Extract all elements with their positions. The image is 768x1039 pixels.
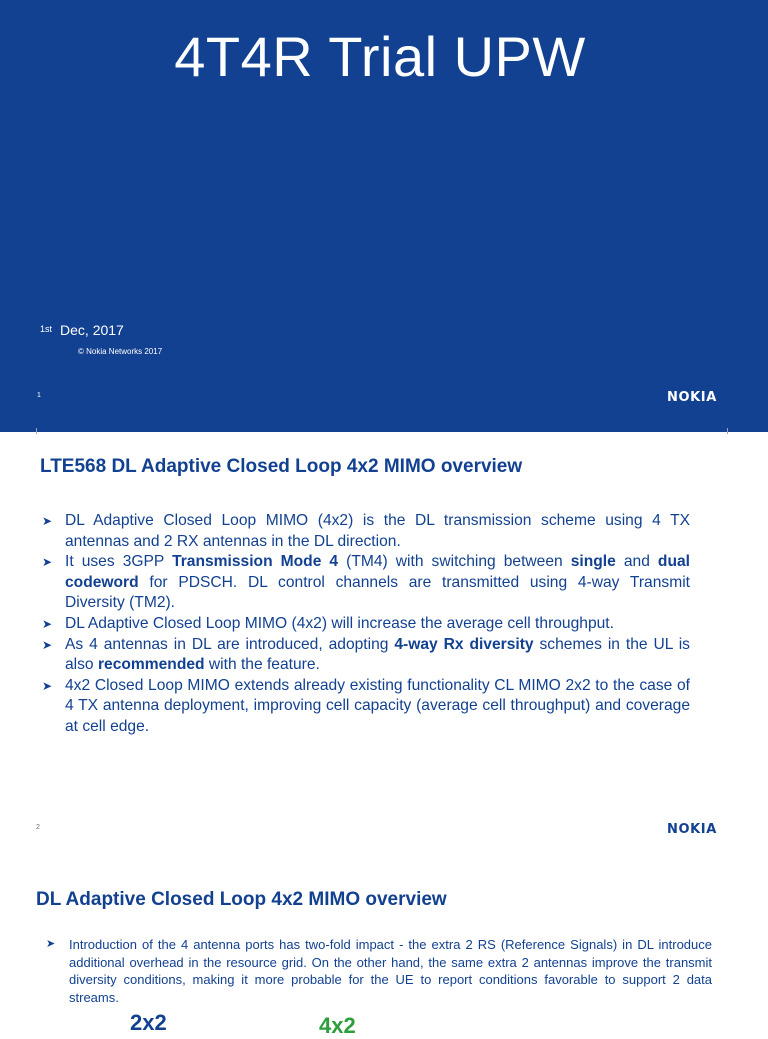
slide-divider-tick: [727, 428, 728, 434]
diagram-label-4x2: 4x2: [319, 1013, 356, 1038]
arrowhead-bullet-icon: ➤: [46, 938, 56, 950]
bullet-text: (TM4) with switching between: [338, 553, 571, 571]
bullet-text: with the feature.: [204, 656, 320, 674]
bullet-text: for PDSCH. DL control channels are transmitted using 4-way Transmit Diversity (TM2).: [65, 573, 690, 612]
arrowhead-bullet-icon: ➤: [42, 637, 53, 652]
bullet-emphasis: dual codeword: [65, 553, 690, 591]
bullet-emphasis: Transmission Mode 4: [172, 553, 339, 571]
bullet-text: and: [615, 553, 658, 571]
list-item: [42, 635, 690, 676]
slide-divider-tick: [36, 428, 37, 434]
title-slide: [0, 0, 768, 432]
slide-2-bullet-list: [42, 511, 690, 738]
diagram-label-2x2: 2x2: [130, 1010, 167, 1035]
slide-3-bullet-list: [46, 936, 712, 1006]
slide-2-title: LTE568 DL Adaptive Closed Loop 4x2 MIMO overview: [40, 456, 523, 477]
list-item: [42, 676, 690, 738]
bullet-text: DL Adaptive Closed Loop MIMO (4x2) will increase the average cell throughput.: [65, 614, 614, 632]
arrowhead-bullet-icon: ➤: [42, 514, 53, 528]
presentation-date: [40, 322, 124, 338]
bullet-text: schemes in the UL is also: [65, 635, 690, 674]
list-item: [42, 552, 690, 614]
bullet-text: As 4 antennas in DL are introduced, adopting: [65, 635, 395, 653]
bullet-text: DL Adaptive Closed Loop MIMO (4x2) is the DL transmission scheme using 4 TX antennas and 2 RX antennas in the DL direction.: [65, 512, 690, 550]
date-superscript: 1st: [40, 324, 53, 334]
bullet-text: 4x2 Closed Loop MIMO extends already existing functionality CL MIMO 2x2 to the case of 4 TX antenna deployment, improving cell capacity (average cell throughput) and coverage at cell edge.: [65, 676, 690, 735]
bullet-text: It uses 3GPP: [65, 553, 173, 571]
bullet-emphasis: recommended: [97, 656, 205, 674]
arrowhead-bullet-icon: ➤: [42, 555, 53, 570]
list-item: [42, 511, 690, 552]
bullet-emphasis: 4-way Rx diversity: [394, 635, 534, 653]
copyright-notice: © Nokia Networks 2017: [78, 347, 163, 356]
bullet-emphasis: single: [570, 553, 616, 571]
bullet-text: Introduction of the 4 antenna ports has two-fold impact - the extra 2 RS (Reference Signals) in DL introduce additional overhead in the resource grid. On the other hand, the same extra 2 antennas improve the transmit diversity conditions, making it more probable for the UE to report conditions favorable to support 2 data streams.: [69, 937, 712, 1005]
list-item: [42, 614, 690, 635]
nokia-logo: NOKIA: [667, 822, 717, 837]
slide-number: 2: [36, 824, 40, 831]
slide-number: 1: [37, 392, 41, 399]
arrowhead-bullet-icon: ➤: [42, 678, 53, 693]
slide-3-title: DL Adaptive Closed Loop 4x2 MIMO overview: [36, 889, 447, 910]
date-text: Dec, 2017: [60, 322, 124, 338]
list-item: [46, 936, 712, 1006]
arrowhead-bullet-icon: ➤: [42, 616, 53, 631]
presentation-title: 4T4R Trial UPW: [174, 25, 586, 88]
nokia-logo: NOKIA: [667, 390, 717, 405]
